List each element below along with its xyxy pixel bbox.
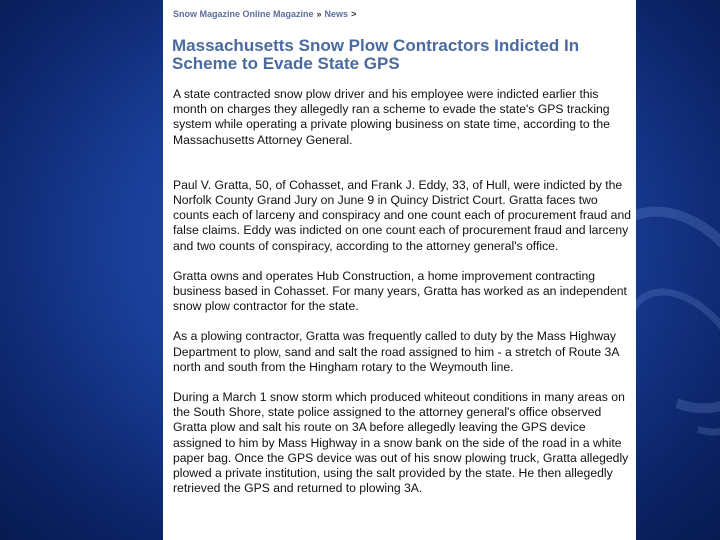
breadcrumb-separator: »: [316, 9, 322, 19]
breadcrumb-separator: >: [351, 9, 357, 19]
breadcrumb-news-link[interactable]: News: [324, 9, 349, 19]
article-title: Massachusetts Snow Plow Contractors Indicted In Scheme to Evade State GPS: [172, 36, 580, 73]
article-page: [163, 0, 636, 540]
article-paragraph: Paul V. Gratta, 50, of Cohasset, and Frank J. Eddy, 33, of Hull, were indicted by the Norfolk County Grand Jury on June 9 in Quincy District Court. Gratta faces two counts each of larceny and conspiracy and one count each of procurement fraud and false claims. Eddy was indicted on one count each of procurement fraud and larceny and two counts of conspiracy, according to the attorney general's office.: [173, 177, 632, 253]
article-paragraph: A state contracted snow plow driver and his employee were indicted earlier this month on charges they allegedly ran a scheme to evade the state's GPS tracking system while operating a private plowing business on state time, according to the Massachusetts Attorney General.: [173, 87, 610, 147]
breadcrumb-site-link[interactable]: Snow Magazine Online Magazine: [173, 9, 314, 19]
article-body: [173, 87, 631, 511]
breadcrumb: [173, 9, 359, 19]
article-paragraph: During a March 1 snow storm which produced whiteout conditions in many areas on the South Shore, state police assigned to the attorney general's office observed Gratta plow and salt his route on 3A before allegedly leaving the GPS device assigned to him by Mass Highway in a snow bank on the side of the road in a white paper bag. Once the GPS device was out of his snow plowing truck, Gratta allegedly plowed a private institution, using the salt provided by the state. He then allegedly retrieved the GPS and returned to plowing 3A.: [173, 390, 629, 496]
article-paragraph: As a plowing contractor, Gratta was frequently called to duty by the Mass Highway Department to plow, sand and salt the road assigned to him - a stretch of Route 3A north and south from the Hingham rotary to the Weymouth line.: [173, 329, 619, 374]
article-paragraph: Gratta owns and operates Hub Construction, a home improvement contracting business based in Cohasset. For many years, Gratta has worked as an independent snow plow contractor for the state.: [173, 268, 627, 314]
